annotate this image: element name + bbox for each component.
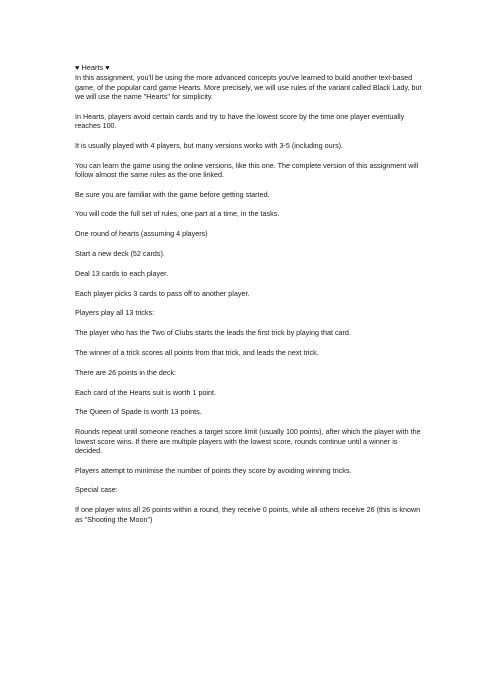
paragraph-familiarity: Be sure you are familiar with the game before getting started. bbox=[75, 189, 270, 199]
paragraph-hearts-points: Each card of the Hearts suit is worth 1 point. bbox=[75, 387, 217, 397]
paragraph-two-of-clubs: The player who has the Two of Clubs starts the leads the first trick by playing that card. bbox=[75, 328, 351, 338]
paragraph-new-deck: Start a new deck (52 cards). bbox=[75, 249, 165, 259]
paragraph-queen-points: The Queen of Spade is worth 13 points. bbox=[75, 407, 202, 417]
paragraph-player-count: It is usually played with 4 players, but many versions works with 3-5 (including ours). bbox=[75, 140, 344, 150]
paragraph-trick-winner: The winner of a trick scores all points from that trick, and leads the next trick. bbox=[75, 348, 319, 358]
paragraph-deck-points: There are 26 points in the deck: bbox=[75, 367, 177, 377]
paragraph-tasks: You will code the full set of rules, one part at a time, in the tasks. bbox=[75, 209, 280, 219]
paragraph-play-tricks: Players play all 13 tricks: bbox=[75, 308, 155, 318]
document-title: ♥ Hearts ♥ bbox=[75, 63, 110, 72]
document-body bbox=[75, 63, 425, 534]
paragraph-shooting-moon: If one player wins all 26 points within a round, they receive 0 points, while all others receive 26 (this is known as "Shooting the Moon") bbox=[75, 505, 421, 524]
paragraph-pass-cards: Each player picks 3 cards to pass off to another player. bbox=[75, 288, 250, 298]
paragraph-special-case: Special case: bbox=[75, 485, 118, 495]
paragraph-online-versions: You can learn the game using the online versions, like this one. The complete version of this assignment will follow almost the same rules as the one linked. bbox=[75, 160, 419, 179]
paragraph-rounds-repeat: Rounds repeat until someone reaches a target score limit (usually 100 points), after which the player with the lowest score wins. If there are multiple players with the lowest score, rounds continue until a winner is decided. bbox=[75, 427, 421, 455]
paragraph-minimise: Players attempt to minimise the number of points they score by avoiding winning tricks. bbox=[75, 465, 352, 475]
paragraph-deal: Deal 13 cards to each player. bbox=[75, 268, 169, 278]
paragraph-objective: In Hearts, players avoid certain cards and try to have the lowest score by the time one player eventually reaches 100. bbox=[75, 111, 405, 130]
paragraph-round-heading: One round of hearts (assuming 4 players) bbox=[75, 229, 208, 239]
paragraph-intro: In this assignment, you'll be using the more advanced concepts you've learned to build another text-based game, of the popular card game Hearts. More precisely, we will use rules of the variant called Black Lady, but we will use the name "Hearts" for simplicity. bbox=[75, 73, 422, 101]
